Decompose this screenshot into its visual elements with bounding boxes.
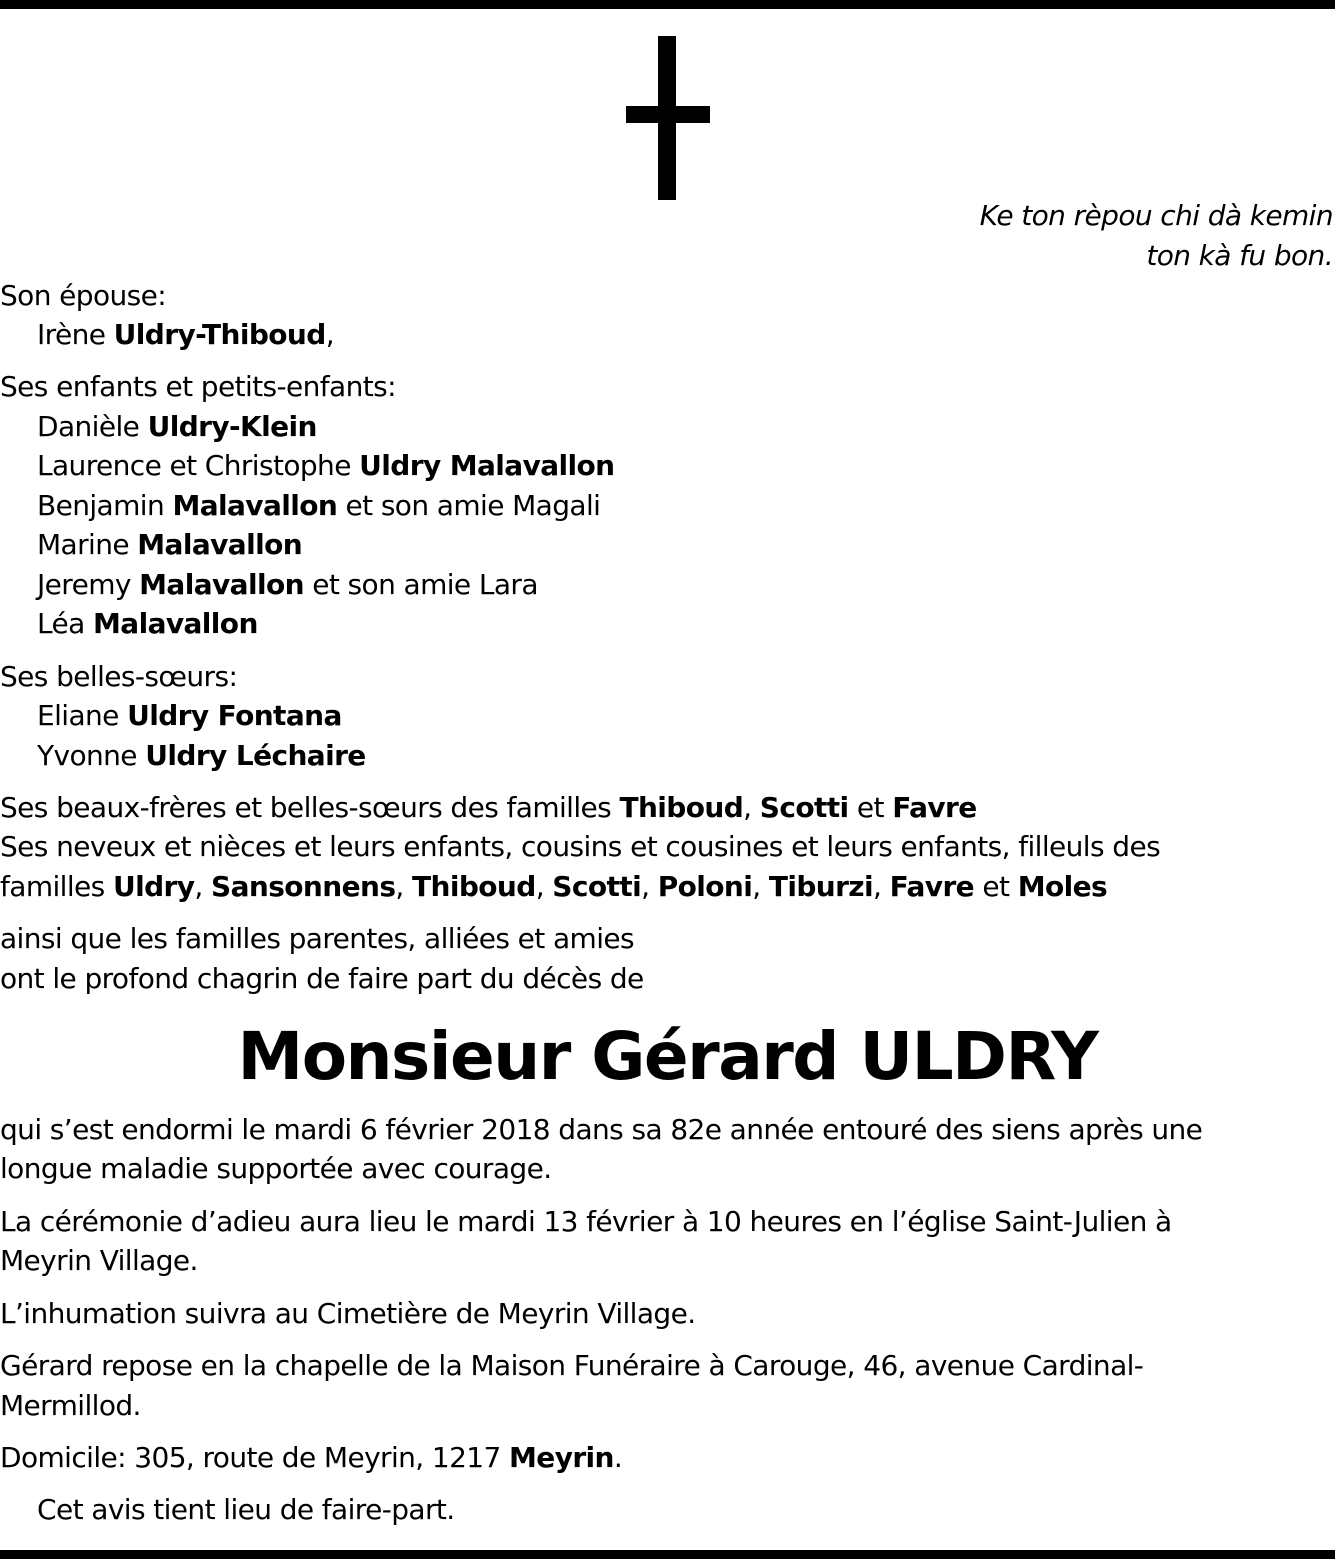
list-item: Benjamin Malavallon et son amie Magali (37, 489, 601, 522)
announcement-line-1: ainsi que les familles parentes, alliées et amies (0, 922, 635, 955)
cross-icon (626, 36, 710, 200)
body-line: qui s’est endormi le mardi 6 février 2018 dans sa 82e année entouré des siens après une (0, 1113, 1203, 1146)
families-line-2: Ses neveux et nièces et leurs enfants, cousins et cousines et leurs enfants, filleuls des (0, 830, 1161, 863)
top-rule (0, 0, 1335, 9)
bottom-rule (0, 1550, 1335, 1559)
list-item: Laurence et Christophe Uldry Malavallon (37, 449, 615, 482)
spouse-row: Irène Uldry-Thiboud, (37, 318, 335, 351)
list-item: Marine Malavallon (37, 528, 303, 561)
list-item: Léa Malavallon (37, 607, 258, 640)
body-line: Gérard repose en la chapelle de la Maison Funéraire à Carouge, 46, avenue Cardinal- (0, 1349, 1144, 1382)
quote-line-1: Ke ton rèpou chi dà kemin (979, 199, 1333, 232)
announcement-line-2: ont le profond chagrin de faire part du décès de (0, 962, 644, 995)
list-item: Yvonne Uldry Léchaire (37, 739, 366, 772)
children-heading: Ses enfants et petits-enfants: (0, 370, 396, 403)
families-line-3: familles Uldry, Sansonnens, Thiboud, Scotti, Poloni, Tiburzi, Favre et Moles (0, 870, 1108, 903)
body-line: La cérémonie d’adieu aura lieu le mardi 13 février à 10 heures en l’église Saint-Julien à (0, 1205, 1172, 1238)
list-item: Eliane Uldry Fontana (37, 699, 342, 732)
quote-line-2: ton kà fu bon. (1146, 239, 1333, 272)
list-item: Jeremy Malavallon et son amie Lara (37, 568, 538, 601)
sisters-heading: Ses belles-sœurs: (0, 660, 238, 693)
list-item: Danièle Uldry-Klein (37, 410, 317, 443)
closing-line: Cet avis tient lieu de faire-part. (37, 1493, 455, 1526)
spouse-heading: Son épouse: (0, 279, 167, 312)
body-line: Mermillod. (0, 1389, 141, 1422)
families-line-1: Ses beaux-frères et belles-sœurs des familles Thiboud, Scotti et Favre (0, 791, 977, 824)
body-line: Meyrin Village. (0, 1244, 198, 1277)
body-line: L’inhumation suivra au Cimetière de Meyrin Village. (0, 1297, 696, 1330)
domicile-line: Domicile: 305, route de Meyrin, 1217 Meyrin. (0, 1441, 623, 1474)
deceased-name: Monsieur Gérard ULDRY (237, 1018, 1098, 1095)
body-line: longue maladie supportée avec courage. (0, 1152, 552, 1185)
